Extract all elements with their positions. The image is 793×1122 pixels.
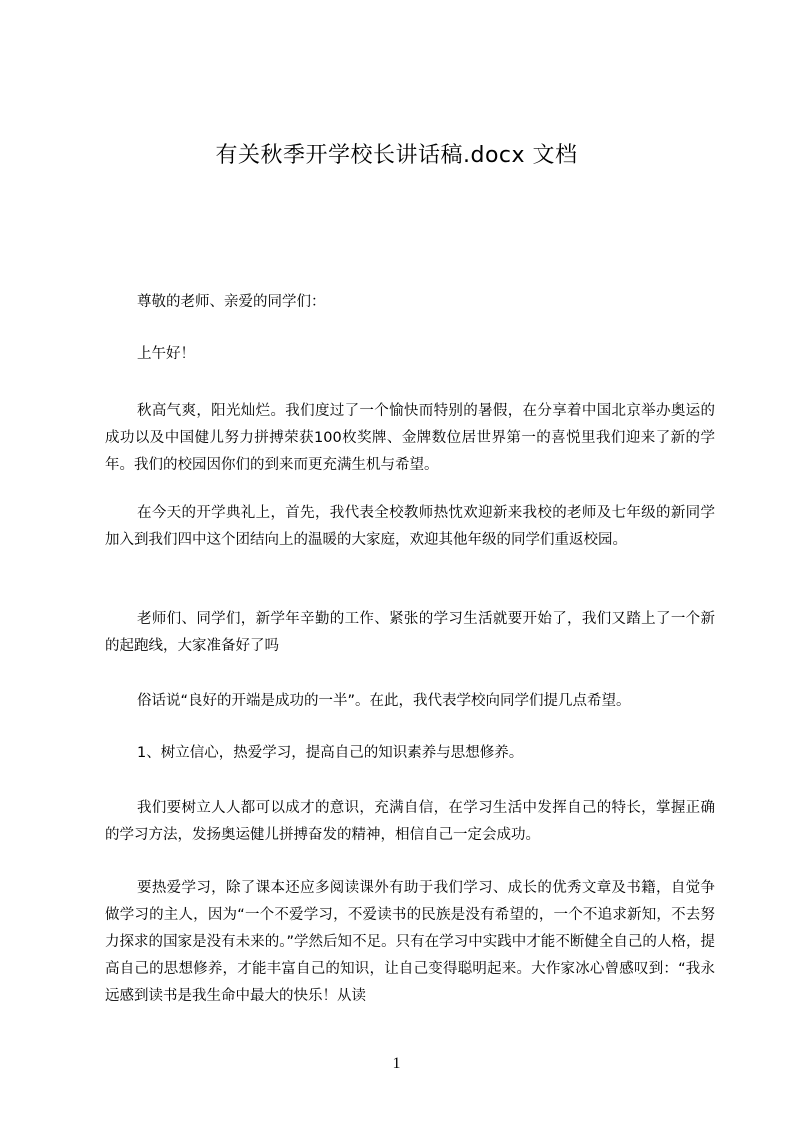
paragraph-salutation: 尊敬的老师、亲爱的同学们： bbox=[137, 294, 326, 310]
paragraph-confidence: 我们要树立人人都可以成才的意识，充满自信，在学习生活中发挥自己的特长，掌握正确的学习方法，发扬奥运健儿拼搏奋发的精神，相信自己一定会成功。 bbox=[105, 800, 715, 843]
paragraph-greeting: 上午好！ bbox=[137, 346, 195, 362]
paragraph-welcome: 在今天的开学典礼上，首先，我代表全校教师热忱欢迎新来我校的老师及七年级的新同学加入到我们四中这个团结向上的温暖的大家庭，欢迎其他年级的同学们重返校园。 bbox=[105, 505, 715, 548]
paragraph-proverb: 俗话说“良好的开端是成功的一半”。在此，我代表学校向同学们提几点希望。 bbox=[137, 693, 631, 709]
paragraph-love-learning: 要热爱学习，除了课本还应多阅读课外有助于我们学习、成长的优秀文章及书籍，自觉争做学习的主人，因为“一个不爱学习，不爱读书的民族是没有希望的，一个不追求新知，不去努力探求的国家是没有未来的。”学然后知不足。只有在学习中实践中才能不断健全自己的人格，提高自己的思想修养，才能丰富自己的知识，让自己变得聪明起来。大作家冰心曾感叹到：“我永远感到读书是我生命中最大的快乐！从读 bbox=[105, 880, 715, 1004]
document-title: 有关秋季开学校长讲话稿.docx 文档 bbox=[215, 143, 578, 168]
paragraph-opening: 秋高气爽，阳光灿烂。我们度过了一个愉快而特别的暑假，在分享着中国北京举办奥运的成功以及中国健儿努力拼搏荣获100枚奖牌、金牌数位居世界第一的喜悦里我们迎来了新的学年。我们的校园因你们的到来而更充满生机与希望。 bbox=[105, 403, 715, 473]
paragraph-new-year: 老师们、同学们，新学年辛勤的工作、紧张的学习生活就要开始了，我们又踏上了一个新的起跑线，大家准备好了吗 bbox=[105, 611, 715, 654]
paragraph-point-1: 1、树立信心，热爱学习，提高自己的知识素养与思想修养。 bbox=[137, 745, 524, 761]
page-number: 1 bbox=[392, 1055, 401, 1072]
